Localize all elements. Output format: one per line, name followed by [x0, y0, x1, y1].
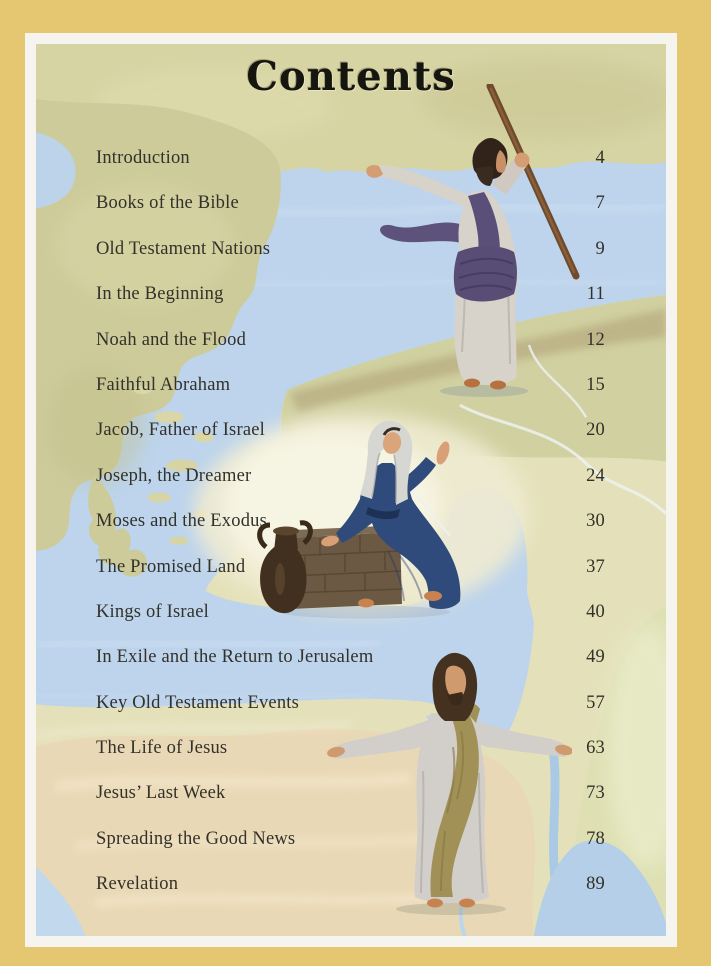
toc-entry-label: Revelation [96, 874, 179, 895]
toc-entry-page: 20 [586, 420, 605, 441]
toc-entry-label: Jesus’ Last Week [96, 783, 226, 804]
toc-entry [96, 729, 605, 774]
toc-entry [96, 638, 605, 683]
toc-entry-page: 78 [586, 828, 605, 849]
toc-entry [96, 774, 605, 819]
toc-entry [96, 411, 605, 456]
toc-entry-label: The Promised Land [96, 556, 246, 577]
toc-entry-label: In Exile and the Return to Jerusalem [96, 647, 374, 668]
toc-entry [96, 593, 605, 638]
toc-entry-label: Introduction [96, 148, 190, 168]
toc-entry-page: 24 [586, 465, 605, 486]
toc-entry-page: 9 [595, 238, 605, 259]
toc-entry-page: 40 [586, 601, 605, 622]
toc-entry-page: 4 [595, 148, 605, 168]
toc-entry [96, 457, 605, 502]
toc-entry-page: 37 [586, 556, 605, 577]
toc-entry [96, 230, 605, 275]
toc-entry-label: Faithful Abraham [96, 374, 231, 395]
toc-entry-label: Joseph, the Dreamer [96, 465, 252, 486]
toc-entry-page: 63 [586, 738, 605, 759]
toc-entry-label: Key Old Testament Events [96, 692, 300, 713]
map-area [36, 44, 666, 936]
toc-entry [96, 502, 605, 547]
toc-entry [96, 548, 605, 593]
toc-entry-page: 12 [586, 329, 605, 350]
toc-entry-label: Old Testament Nations [96, 238, 271, 259]
book-page [25, 33, 677, 947]
toc-entry-page: 73 [586, 783, 605, 804]
toc-entry [96, 865, 605, 910]
toc-entry [96, 684, 605, 729]
toc-entry-page: 89 [586, 874, 605, 895]
toc-entry-page: 57 [586, 692, 605, 713]
toc-entry [96, 366, 605, 411]
toc-entry [96, 184, 605, 229]
page-title: Contents [246, 53, 456, 100]
toc-entry [96, 820, 605, 865]
toc-entry-label: Spreading the Good News [96, 828, 296, 849]
toc-entry-label: Jacob, Father of Israel [96, 420, 265, 441]
toc-entry [96, 321, 605, 366]
toc-entry-label: Books of the Bible [96, 193, 239, 214]
toc-entry-label: In the Beginning [96, 284, 224, 305]
toc-entry [96, 275, 605, 320]
toc-entry-page: 49 [586, 647, 605, 668]
toc-entry-page: 15 [586, 374, 605, 395]
toc-entry-label: Moses and the Exodus [96, 511, 267, 532]
toc-entry-page: 30 [586, 511, 605, 532]
toc-entry-label: The Life of Jesus [96, 738, 228, 759]
toc-entry-page: 7 [595, 193, 605, 214]
toc-list [96, 139, 605, 911]
toc-entry-label: Noah and the Flood [96, 329, 247, 350]
toc-entry [96, 139, 605, 184]
toc-entry-page: 11 [586, 284, 605, 305]
toc-entry-label: Kings of Israel [96, 601, 209, 622]
